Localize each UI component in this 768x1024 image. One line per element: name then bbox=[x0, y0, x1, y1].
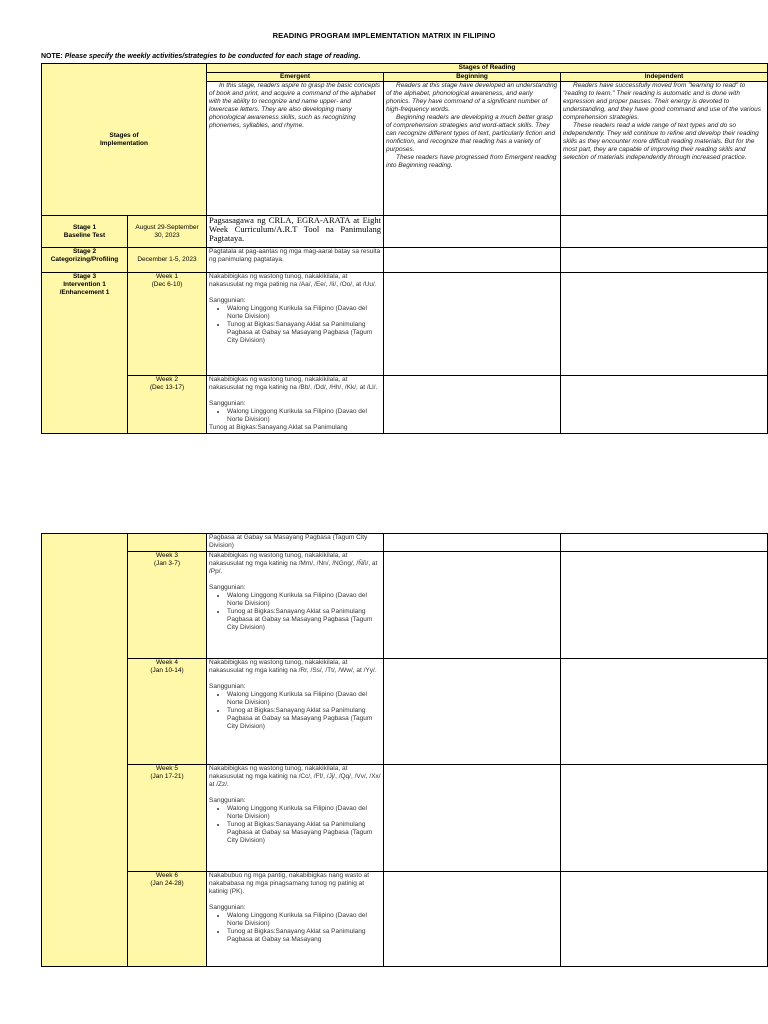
reference-list bbox=[209, 805, 381, 845]
week-2-beginning-cell bbox=[384, 376, 561, 434]
reference-item: • Tunog at Bigkas:Sanayang Aklat sa Panimulang Pagbasa at Gabay sa Masayang Pagbasa (Tagum City Division) bbox=[227, 821, 381, 845]
reference-list bbox=[209, 592, 381, 632]
independent-header: Independent bbox=[561, 73, 768, 82]
reference-item: • Walong Linggong Kurikula sa Filipino (Davao del Norte Division) bbox=[227, 408, 381, 424]
reference-item: • Walong Linggong Kurikula sa Filipino (Davao del Norte Division) bbox=[227, 592, 381, 608]
independent-description bbox=[561, 82, 768, 216]
week-4-activity bbox=[207, 659, 384, 765]
stage-2-beginning-cell bbox=[384, 248, 561, 272]
sanggunian-label: Sanggunian: bbox=[209, 296, 246, 304]
matrix-table-page-2 bbox=[41, 533, 768, 967]
beginning-desc-p3: These readers have progressed from Emergent reading into Beginning reading. bbox=[386, 154, 557, 170]
stages-of-implementation-header bbox=[42, 64, 207, 216]
week-4-activity-text: Nakabibigkas ng wastong tunog, nakakikilala, at nakasusulat ng mga katinig na /Rr, /Ss/, /Tt/, /Ww/, at /Yy/. bbox=[209, 659, 377, 674]
stage-1-independent-cell bbox=[561, 216, 768, 248]
week-2-date: (Dec 13-17) bbox=[149, 384, 185, 392]
stage-3-sub: Intervention 1 /Enhancement 1 bbox=[59, 280, 110, 296]
week-3-name: Week 3 bbox=[156, 552, 178, 559]
week-1-date: (Dec 6-10) bbox=[151, 280, 183, 288]
independent-desc-p2: These readers read a wide range of text types and do so independently. They will continue to refine and develop their reading skills as they encounter more difficult reading materials. But for the most part, they are capable of improving their reading skills and selection of materials independently through increased practice. bbox=[563, 122, 759, 162]
stage-2-label bbox=[42, 248, 128, 272]
week-6-independent-cell bbox=[561, 872, 768, 967]
note bbox=[41, 53, 360, 60]
beginning-desc-p1: Readers at this stage have developed an understanding of the alphabet, phonological awareness, and early phonics. They have command of a significant number of high-frequency words. bbox=[386, 82, 558, 114]
week-3-independent-cell bbox=[561, 552, 768, 659]
week-2-label bbox=[128, 376, 207, 434]
week-5-name: Week 5 bbox=[156, 765, 178, 772]
stage-2-activity: Pagtatala at pag-aantas ng mga mag-aaral batay sa resulta ng panimulang pagtataya. bbox=[207, 248, 384, 272]
week-4-independent-cell bbox=[561, 659, 768, 765]
reference-list bbox=[209, 691, 381, 731]
week-6-label bbox=[128, 872, 207, 967]
week-4-date: (Jan 10-14) bbox=[150, 667, 184, 674]
stages-of-reading-header: Stages of Reading bbox=[207, 64, 768, 73]
week-2-reference-continued: Pagbasa at Gabay sa Masayang Pagbasa (Tagum City Division) bbox=[207, 534, 384, 552]
stage-1-sub: Baseline Test bbox=[63, 231, 106, 239]
week-5-activity-text: Nakabibigkas ng wastong tunog, nakakikilala, at nakasusulat ng mga katinig na /Cc/, /Ff/, /Jj/, /Qq/, /Vv/, /Xx/ at /Zz/. bbox=[209, 765, 381, 788]
week-1-activity bbox=[207, 272, 384, 375]
week-3-label bbox=[128, 552, 207, 659]
independent-desc-p1: Readers have successfully moved from "learning to read" to "reading to learn." Their reading is automatic and is done with expression and proper pauses. Their energy is devoted to understanding, and they have good command and use of the various comprehension strategies. bbox=[563, 82, 762, 122]
stage-1-date: August 29-September 30, 2023 bbox=[128, 216, 207, 248]
week-1-beginning-cell bbox=[384, 272, 561, 375]
week-2-activity bbox=[207, 376, 384, 434]
reference-list bbox=[209, 408, 381, 424]
week-3-activity-text: Nakabibigkas ng wastong tunog, nakakikilala, at nakasusulat ng mga katinig na /Mm/, /Nn/, /NGng/, /Ññ/, at /Pp/. bbox=[209, 552, 378, 575]
sanggunian-label: Sanggunian: bbox=[209, 584, 246, 591]
matrix-table-page-1 bbox=[41, 63, 768, 434]
stages-impl-label: Stages of Implementation bbox=[99, 131, 149, 147]
week-4-beginning-cell bbox=[384, 659, 561, 765]
week-2-activity-text: Nakabibigkas ng wastong tunog, nakakikilala, at nakasusulat ng mga katinig na /Bb/, /Dd/, /Hh/, /Kk/, at /Ll/. bbox=[209, 376, 378, 392]
week-6-beginning-cell bbox=[384, 872, 561, 967]
week-1-name: Week 1 bbox=[156, 272, 178, 280]
week-5-activity bbox=[207, 765, 384, 872]
stage-2-sub: Categorizing/Profiling bbox=[50, 256, 119, 264]
sanggunian-label: Sanggunian: bbox=[209, 797, 246, 804]
week-2-continued-label bbox=[128, 534, 207, 552]
reference-list bbox=[209, 912, 381, 944]
beginning-desc-p2: Beginning readers are developing a much better grasp of comprehension strategies and word-attack skills. They can recognize different types of text, particularly fiction and nonfiction, and recognize that reading has a variety of purposes. bbox=[386, 114, 556, 154]
week-5-beginning-cell bbox=[384, 765, 561, 872]
week-4-name: Week 4 bbox=[156, 659, 178, 666]
stage-2-name: Stage 2 bbox=[72, 248, 97, 256]
stage-1-name: Stage 1 bbox=[72, 223, 97, 231]
reference-item: • Tunog at Bigkas:Sanayang Aklat sa Panimulang Pagbasa at Gabay sa Masayang Pagbasa (Tagum City Division) bbox=[227, 608, 381, 632]
reference-item: • Tunog at Bigkas:Sanayang Aklat sa Panimulang Pagbasa at Gabay sa Masayang bbox=[227, 928, 381, 944]
week-2-name: Week 2 bbox=[156, 376, 178, 384]
week-5-label bbox=[128, 765, 207, 872]
document-title: READING PROGRAM IMPLEMENTATION MATRIX IN FILIPINO bbox=[272, 31, 496, 40]
week-5-independent-cell bbox=[561, 765, 768, 872]
stage-1-label bbox=[42, 216, 128, 248]
sanggunian-label: Sanggunian: bbox=[209, 683, 246, 690]
note-text: Please specify the weekly activities/strategies to be conducted for each stage of reading. bbox=[64, 53, 361, 60]
reference-item: • Walong Linggong Kurikula sa Filipino (Davao del Norte Division) bbox=[227, 912, 381, 928]
sanggunian-label: Sanggunian: bbox=[209, 904, 246, 911]
stage-1-activity: Pagsasagawa ng CRLA, EGRA-ARATA at Eight Week Curriculum/A.R.T Tool na Panimulang Pagtataya. bbox=[207, 216, 384, 248]
week-3-date: (Jan 3-7) bbox=[153, 560, 180, 567]
stage-3-name: Stage 3 bbox=[72, 272, 97, 280]
stage-1-beginning-cell bbox=[384, 216, 561, 248]
reference-item: • Walong Linggong Kurikula sa Filipino (Davao del Norte Division) bbox=[227, 805, 381, 821]
stage-3-continued bbox=[42, 534, 128, 967]
emergent-description bbox=[207, 82, 384, 216]
week-6-activity-text: Nakabubuo ng mga pantig, nakabibigkas nang wasto at nakababasa ng mga pinagsamang tunog ng patinig at katinig (PK). bbox=[209, 872, 370, 895]
reference-item: • Walong Linggong Kurikula sa Filipino (Davao del Norte Division) bbox=[227, 305, 381, 321]
note-label: NOTE: bbox=[41, 53, 63, 60]
beginning-header: Beginning bbox=[384, 73, 561, 82]
emergent-desc-text: In this stage, readers aspire to grasp the basic concepts of book and print, and acquire a command of the alphabet with the ability to recognize and name upper- and lowercase letters. They are also developing many phonological awareness skills, such as recognizing phonemes, syllables, and rhyme. bbox=[209, 82, 381, 130]
reference-list bbox=[209, 305, 381, 345]
week-1-independent-cell bbox=[561, 272, 768, 375]
empty-cell bbox=[384, 534, 561, 552]
reference-continued: Tunog at Bigkas:Sanayang Aklat sa Panimulang bbox=[209, 424, 348, 432]
empty-cell bbox=[561, 534, 768, 552]
reference-item: • Walong Linggong Kurikula sa Filipino (Davao del Norte Division) bbox=[227, 691, 381, 707]
stage-2-independent-cell bbox=[561, 248, 768, 272]
week-1-label bbox=[128, 272, 207, 375]
week-4-label bbox=[128, 659, 207, 765]
week-6-name: Week 6 bbox=[156, 872, 178, 879]
reference-item: • Tunog at Bigkas:Sanayang Aklat sa Panimulang Pagbasa at Gabay sa Masayang Pagbasa (Tagum City Division) bbox=[227, 321, 381, 345]
week-5-date: (Jan 17-21) bbox=[150, 773, 184, 780]
week-6-activity bbox=[207, 872, 384, 967]
stage-3-label bbox=[42, 272, 128, 433]
emergent-header: Emergent bbox=[207, 73, 384, 82]
week-3-beginning-cell bbox=[384, 552, 561, 659]
stage-2-date: December 1-5, 2023 bbox=[128, 248, 207, 272]
week-2-independent-cell bbox=[561, 376, 768, 434]
week-3-activity bbox=[207, 552, 384, 659]
beginning-description bbox=[384, 82, 561, 216]
week-6-date: (Jan 24-28) bbox=[150, 880, 184, 887]
week-1-activity-text: Nakabibigkas ng wastong tunog, nakakikilala, at nakasusulat ng mga patinig na /Aa/, /Ee/, /Ii/, /Oo/, at /Uu/. bbox=[209, 272, 377, 288]
sanggunian-label: Sanggunian: bbox=[209, 400, 246, 408]
reference-item: • Tunog at Bigkas:Sanayang Aklat sa Panimulang Pagbasa at Gabay sa Masayang Pagbasa (Tagum City Division) bbox=[227, 707, 381, 731]
